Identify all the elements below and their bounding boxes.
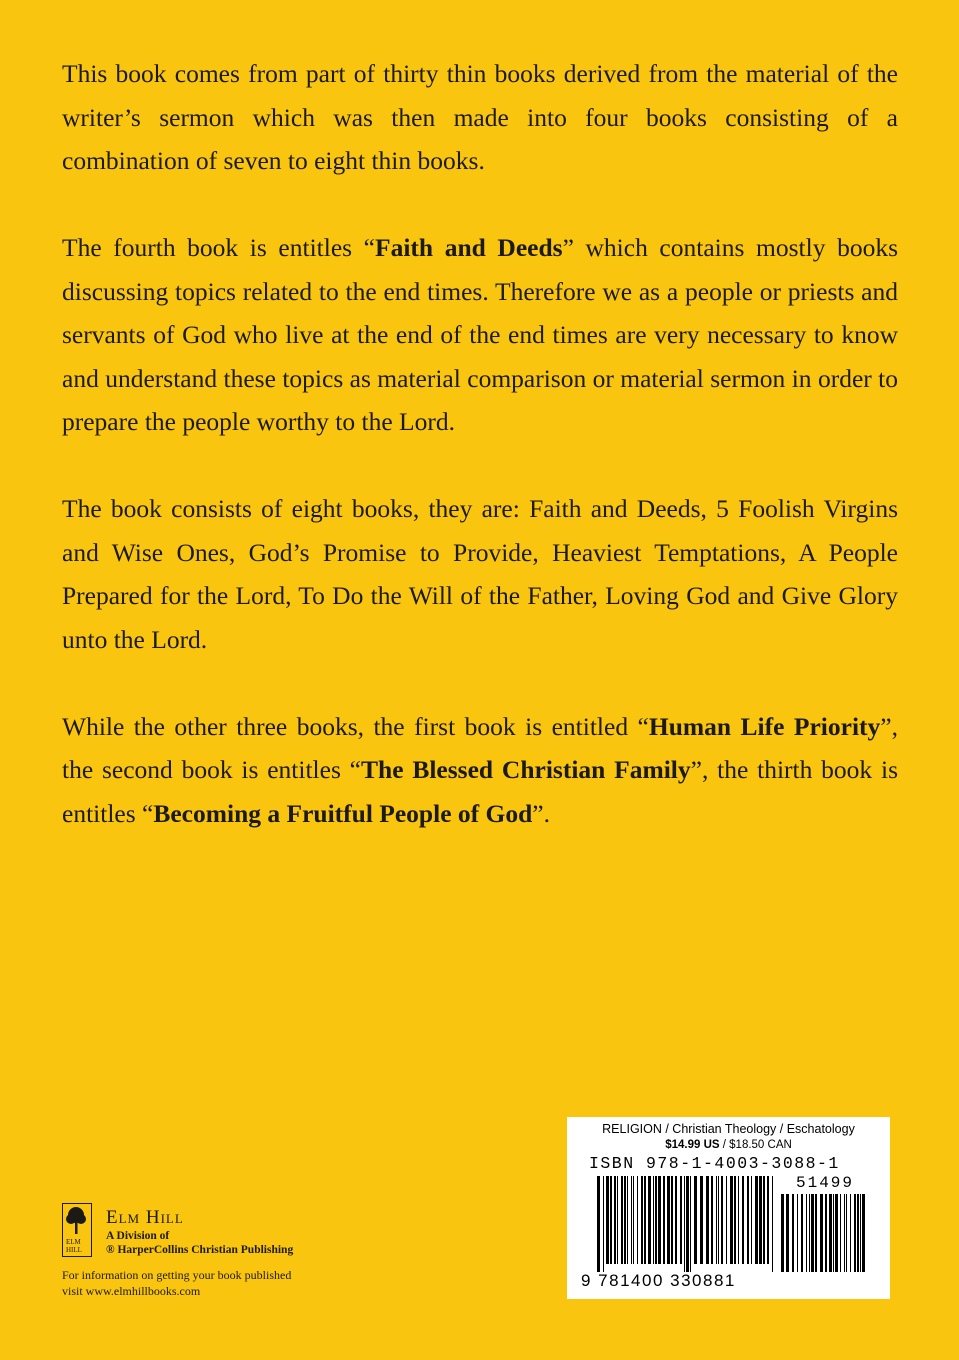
publisher-division-line-2: ® HarperCollins Christian Publishing — [106, 1244, 294, 1256]
barcode-bar — [755, 1176, 758, 1264]
barcode-bar — [747, 1176, 749, 1264]
barcode-bar — [829, 1194, 832, 1272]
barcode-bar — [675, 1176, 677, 1264]
barcode-bar — [641, 1176, 643, 1264]
barcode-bar — [820, 1194, 823, 1272]
barcode-bar — [686, 1176, 689, 1272]
barcode-bar — [631, 1176, 632, 1264]
barcode-bar — [653, 1176, 654, 1264]
barcode-bar — [700, 1176, 703, 1264]
blurb-paragraph-1: This book comes from part of thirty thin books derived from the material of the writer’s sermon which was then made into four books consisting of a combination of seven to eight thin books. — [62, 59, 898, 175]
publisher-block — [62, 1201, 362, 1299]
barcode-bar — [597, 1176, 600, 1272]
barcode-bar — [857, 1194, 859, 1272]
barcode-bar — [833, 1194, 834, 1272]
barcode-bar — [767, 1176, 769, 1264]
barcode-bar — [759, 1176, 762, 1264]
barcode-bar — [610, 1176, 612, 1264]
blurb-paragraph-4 — [62, 705, 898, 836]
barcode-bar — [738, 1176, 739, 1264]
book-title-human-life-priority: Human Life Priority — [648, 711, 881, 741]
elm-hill-tree-logo-icon — [62, 1203, 92, 1257]
svg-text:HILL: HILL — [66, 1246, 82, 1254]
barcode-bar — [860, 1194, 861, 1272]
barcode-bar — [716, 1176, 717, 1264]
barcode-bar — [730, 1176, 733, 1264]
barcode-bar — [667, 1176, 670, 1264]
publisher-info-line-1: For information on getting your book published — [62, 1268, 292, 1282]
book-title-fruitful-people: Becoming a Fruitful People of God — [153, 798, 533, 828]
barcode-bar — [680, 1176, 682, 1264]
barcode-bar — [792, 1194, 794, 1272]
price-can: / $18.50 CAN — [719, 1139, 792, 1151]
barcode-bar — [844, 1194, 845, 1272]
price-addon-barcode-icon — [781, 1194, 871, 1272]
barcode-bar — [846, 1194, 847, 1272]
barcode-bar — [862, 1194, 865, 1272]
barcode-bar — [637, 1176, 638, 1264]
blurb-text: The fourth book is entitles “ — [62, 233, 375, 262]
barcode-addon-number: 51499 — [795, 1174, 854, 1192]
blurb-text: ”. — [532, 798, 550, 828]
barcode-bar — [801, 1194, 803, 1272]
barcode-bar — [806, 1194, 807, 1272]
barcode-bar — [742, 1176, 744, 1264]
barcode-bar — [840, 1194, 841, 1272]
barcode-bar — [734, 1176, 736, 1264]
blurb-text: ”, the second book is entitles “ — [62, 711, 898, 784]
barcode-bar — [671, 1176, 673, 1264]
blurb-text: ”, the thirth book is entitles “ — [62, 755, 898, 828]
barcode-bar — [751, 1176, 752, 1264]
barcode-bar — [621, 1176, 623, 1264]
barcode-bar — [690, 1176, 691, 1272]
barcode-bar — [721, 1176, 723, 1264]
isbn-text: ISBN 978-1-4003-3088-1 — [589, 1154, 840, 1173]
ean-number: 9 781400 330881 — [581, 1271, 736, 1290]
publisher-website: visit www.elmhillbooks.com — [62, 1284, 201, 1298]
barcode-bar — [772, 1176, 773, 1272]
barcode-bar — [711, 1176, 713, 1264]
barcode-bar — [809, 1194, 810, 1272]
isbn-barcode-panel — [567, 1117, 890, 1299]
barcode-bar — [718, 1176, 719, 1264]
barcode-bar — [786, 1194, 789, 1272]
barcode-bar — [797, 1194, 798, 1272]
blurb-text: ” which contains mostly books discussing topics related to the end times. Therefore we as a people or priests and servants of God who live at the end of the end times are very necessary to know and understand these topics as material comparison or material sermon in order to prepare the people worthy to the Lord. — [62, 233, 898, 436]
publisher-division-line-1: A Division of — [106, 1230, 170, 1242]
barcode-bar — [648, 1176, 651, 1264]
barcode-bar — [658, 1176, 661, 1264]
barcode-bar — [663, 1176, 665, 1264]
book-title-blessed-christian-family: The Blessed Christian Family — [361, 755, 691, 784]
bisac-category: RELIGION / Christian Theology / Eschatology — [602, 1122, 855, 1136]
blurb-paragraph-2 — [62, 226, 898, 444]
barcode-bar — [624, 1176, 626, 1264]
barcode-bar — [811, 1194, 814, 1272]
barcode-bar — [694, 1176, 697, 1264]
blurb-text: While the other three books, the first book is entitled “ — [62, 711, 649, 741]
svg-text:ELM: ELM — [66, 1238, 81, 1246]
barcode-bar — [854, 1194, 856, 1272]
barcode-bar — [617, 1176, 618, 1264]
book-title-faith-and-deeds: Faith and Deeds — [375, 233, 563, 262]
publisher-info — [62, 1267, 362, 1299]
price-us: $14.99 US — [665, 1139, 720, 1151]
barcode-bar — [763, 1176, 765, 1264]
back-cover-blurb — [62, 52, 898, 879]
barcode-bar — [706, 1176, 709, 1264]
barcode-bar — [606, 1176, 609, 1264]
barcode-bar — [684, 1176, 685, 1272]
barcode-bar — [633, 1176, 634, 1264]
barcode-bar — [781, 1194, 784, 1272]
barcode-bar — [603, 1176, 604, 1272]
barcode-bar — [850, 1194, 851, 1272]
publisher-name: Elm Hill — [106, 1207, 184, 1228]
barcode-bar — [627, 1176, 628, 1264]
barcode-bar — [835, 1194, 838, 1272]
barcode-bar — [825, 1194, 827, 1272]
barcode-bar — [815, 1194, 817, 1272]
ean-barcode-icon — [597, 1176, 777, 1272]
barcode-bar — [644, 1176, 646, 1264]
barcode-bar — [726, 1176, 727, 1264]
barcode-bar — [655, 1176, 657, 1264]
blurb-paragraph-3: The book consists of eight books, they are: Faith and Deeds, 5 Foolish Virgins and Wise Ones, God’s Promise to Provide, Heaviest Temptations, A People Prepared for the Lord, To Do the Will of the Father, Loving God and Give Glory unto the Lord. — [62, 494, 898, 654]
price-line — [567, 1139, 890, 1151]
barcode-bar — [614, 1176, 616, 1264]
